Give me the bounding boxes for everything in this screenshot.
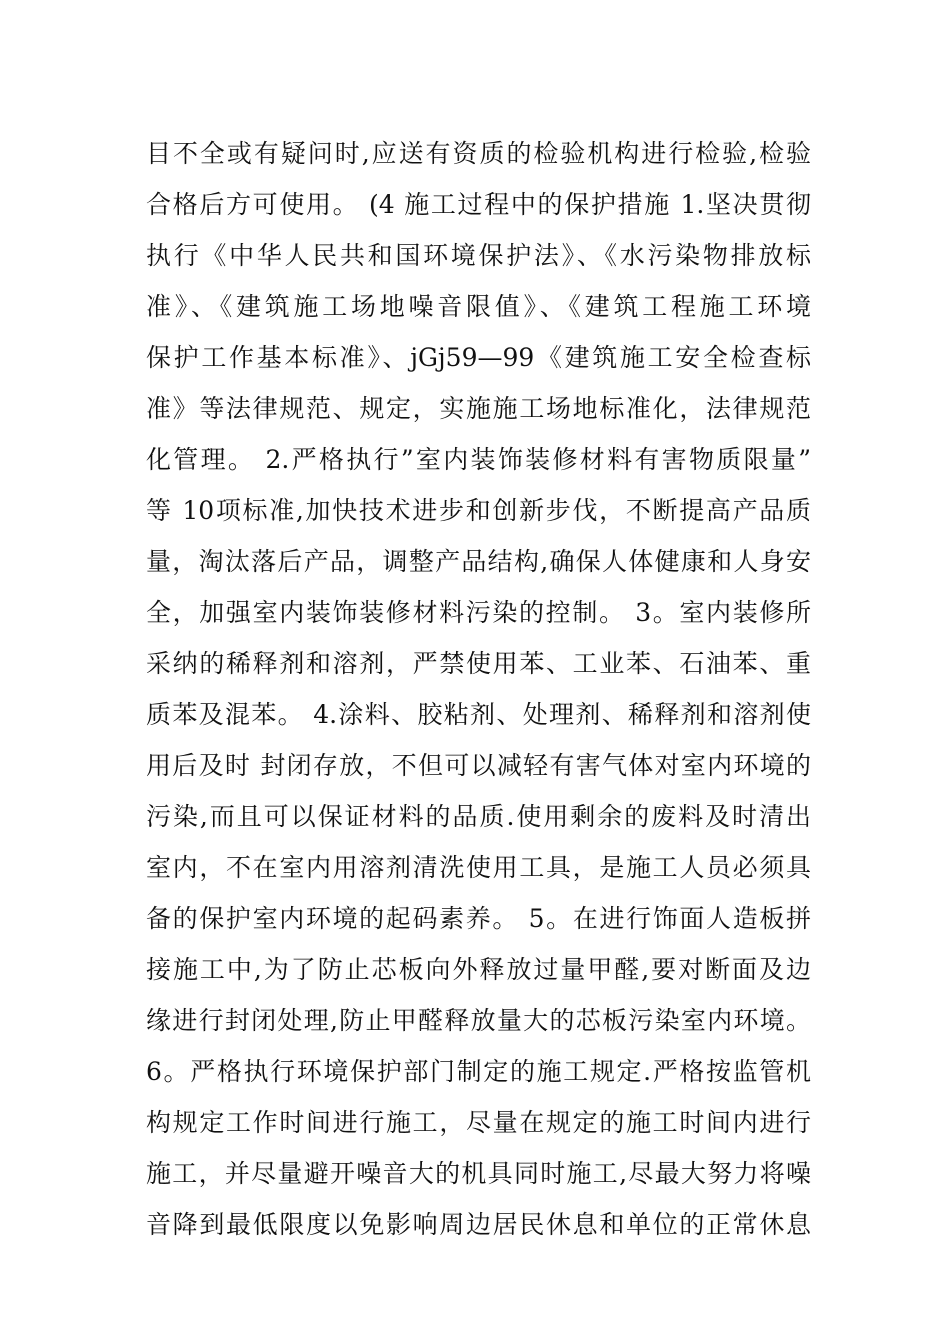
text-line-21: 施工，并尽量避开噪音大的机具同时施工,尽最大努力将噪 xyxy=(146,1159,811,1188)
text-line-7: 化管理。 2.严格执行”室内装饰装修材料有害物质限量” xyxy=(146,445,811,474)
text-line-3: 执行《中华人民共和国环境保护法》、《水污染物排放标 xyxy=(146,241,811,270)
text-line-15: 室内，不在室内用溶剂清洗使用工具，是施工人员必须具 xyxy=(146,853,811,882)
text-line-19: 6。严格执行环境保护部门制定的施工规定.严格按监管机 xyxy=(146,1057,811,1086)
text-line-12: 质苯及混苯。 4.涂料、胶粘剂、处理剂、稀释剂和溶剂使 xyxy=(146,700,811,729)
text-line-20: 构规定工作时间进行施工，尽量在规定的施工时间内进行 xyxy=(146,1108,811,1137)
text-line-14: 污染,而且可以保证材料的品质.使用剩余的废料及时清出 xyxy=(146,802,811,831)
text-line-2: 合格后方可使用。 (4 施工过程中的保护措施 1.坚决贯彻 xyxy=(146,190,811,219)
text-line-6: 准》等法律规范、规定，实施施工场地标准化，法律规范 xyxy=(146,394,811,423)
text-line-17: 接施工中,为了防止芯板向外释放过量甲醛,要对断面及边 xyxy=(146,955,811,984)
text-line-18: 缘进行封闭处理,防止甲醛释放量大的芯板污染室内环境。 xyxy=(146,1006,811,1035)
body-text xyxy=(146,128,811,1250)
text-line-22: 音降到最低限度以免影响周边居民休息和单位的正常休息 xyxy=(146,1210,811,1239)
text-line-10: 全，加强室内装饰装修材料污染的控制。 3。室内装修所 xyxy=(146,598,811,627)
text-line-9: 量，淘汰落后产品，调整产品结构,确保人体健康和人身安 xyxy=(146,547,811,576)
text-line-1: 目不全或有疑问时,应送有资质的检验机构进行检验,检验 xyxy=(146,139,811,168)
text-line-16: 备的保护室内环境的起码素养。 5。在进行饰面人造板拼 xyxy=(146,904,811,933)
text-line-4: 准》、《建筑施工场地噪音限值》、《建筑工程施工环境 xyxy=(146,292,811,321)
text-line-5: 保护工作基本标准》、jGj59—99《建筑施工安全检查标 xyxy=(146,343,811,372)
text-line-8: 等 10项标准,加快技术进步和创新步伐，不断提高产品质 xyxy=(146,496,811,525)
text-line-11: 采纳的稀释剂和溶剂，严禁使用苯、工业苯、石油苯、重 xyxy=(146,649,811,678)
text-line-13: 用后及时 封闭存放，不但可以减轻有害气体对室内环境的 xyxy=(146,751,811,780)
